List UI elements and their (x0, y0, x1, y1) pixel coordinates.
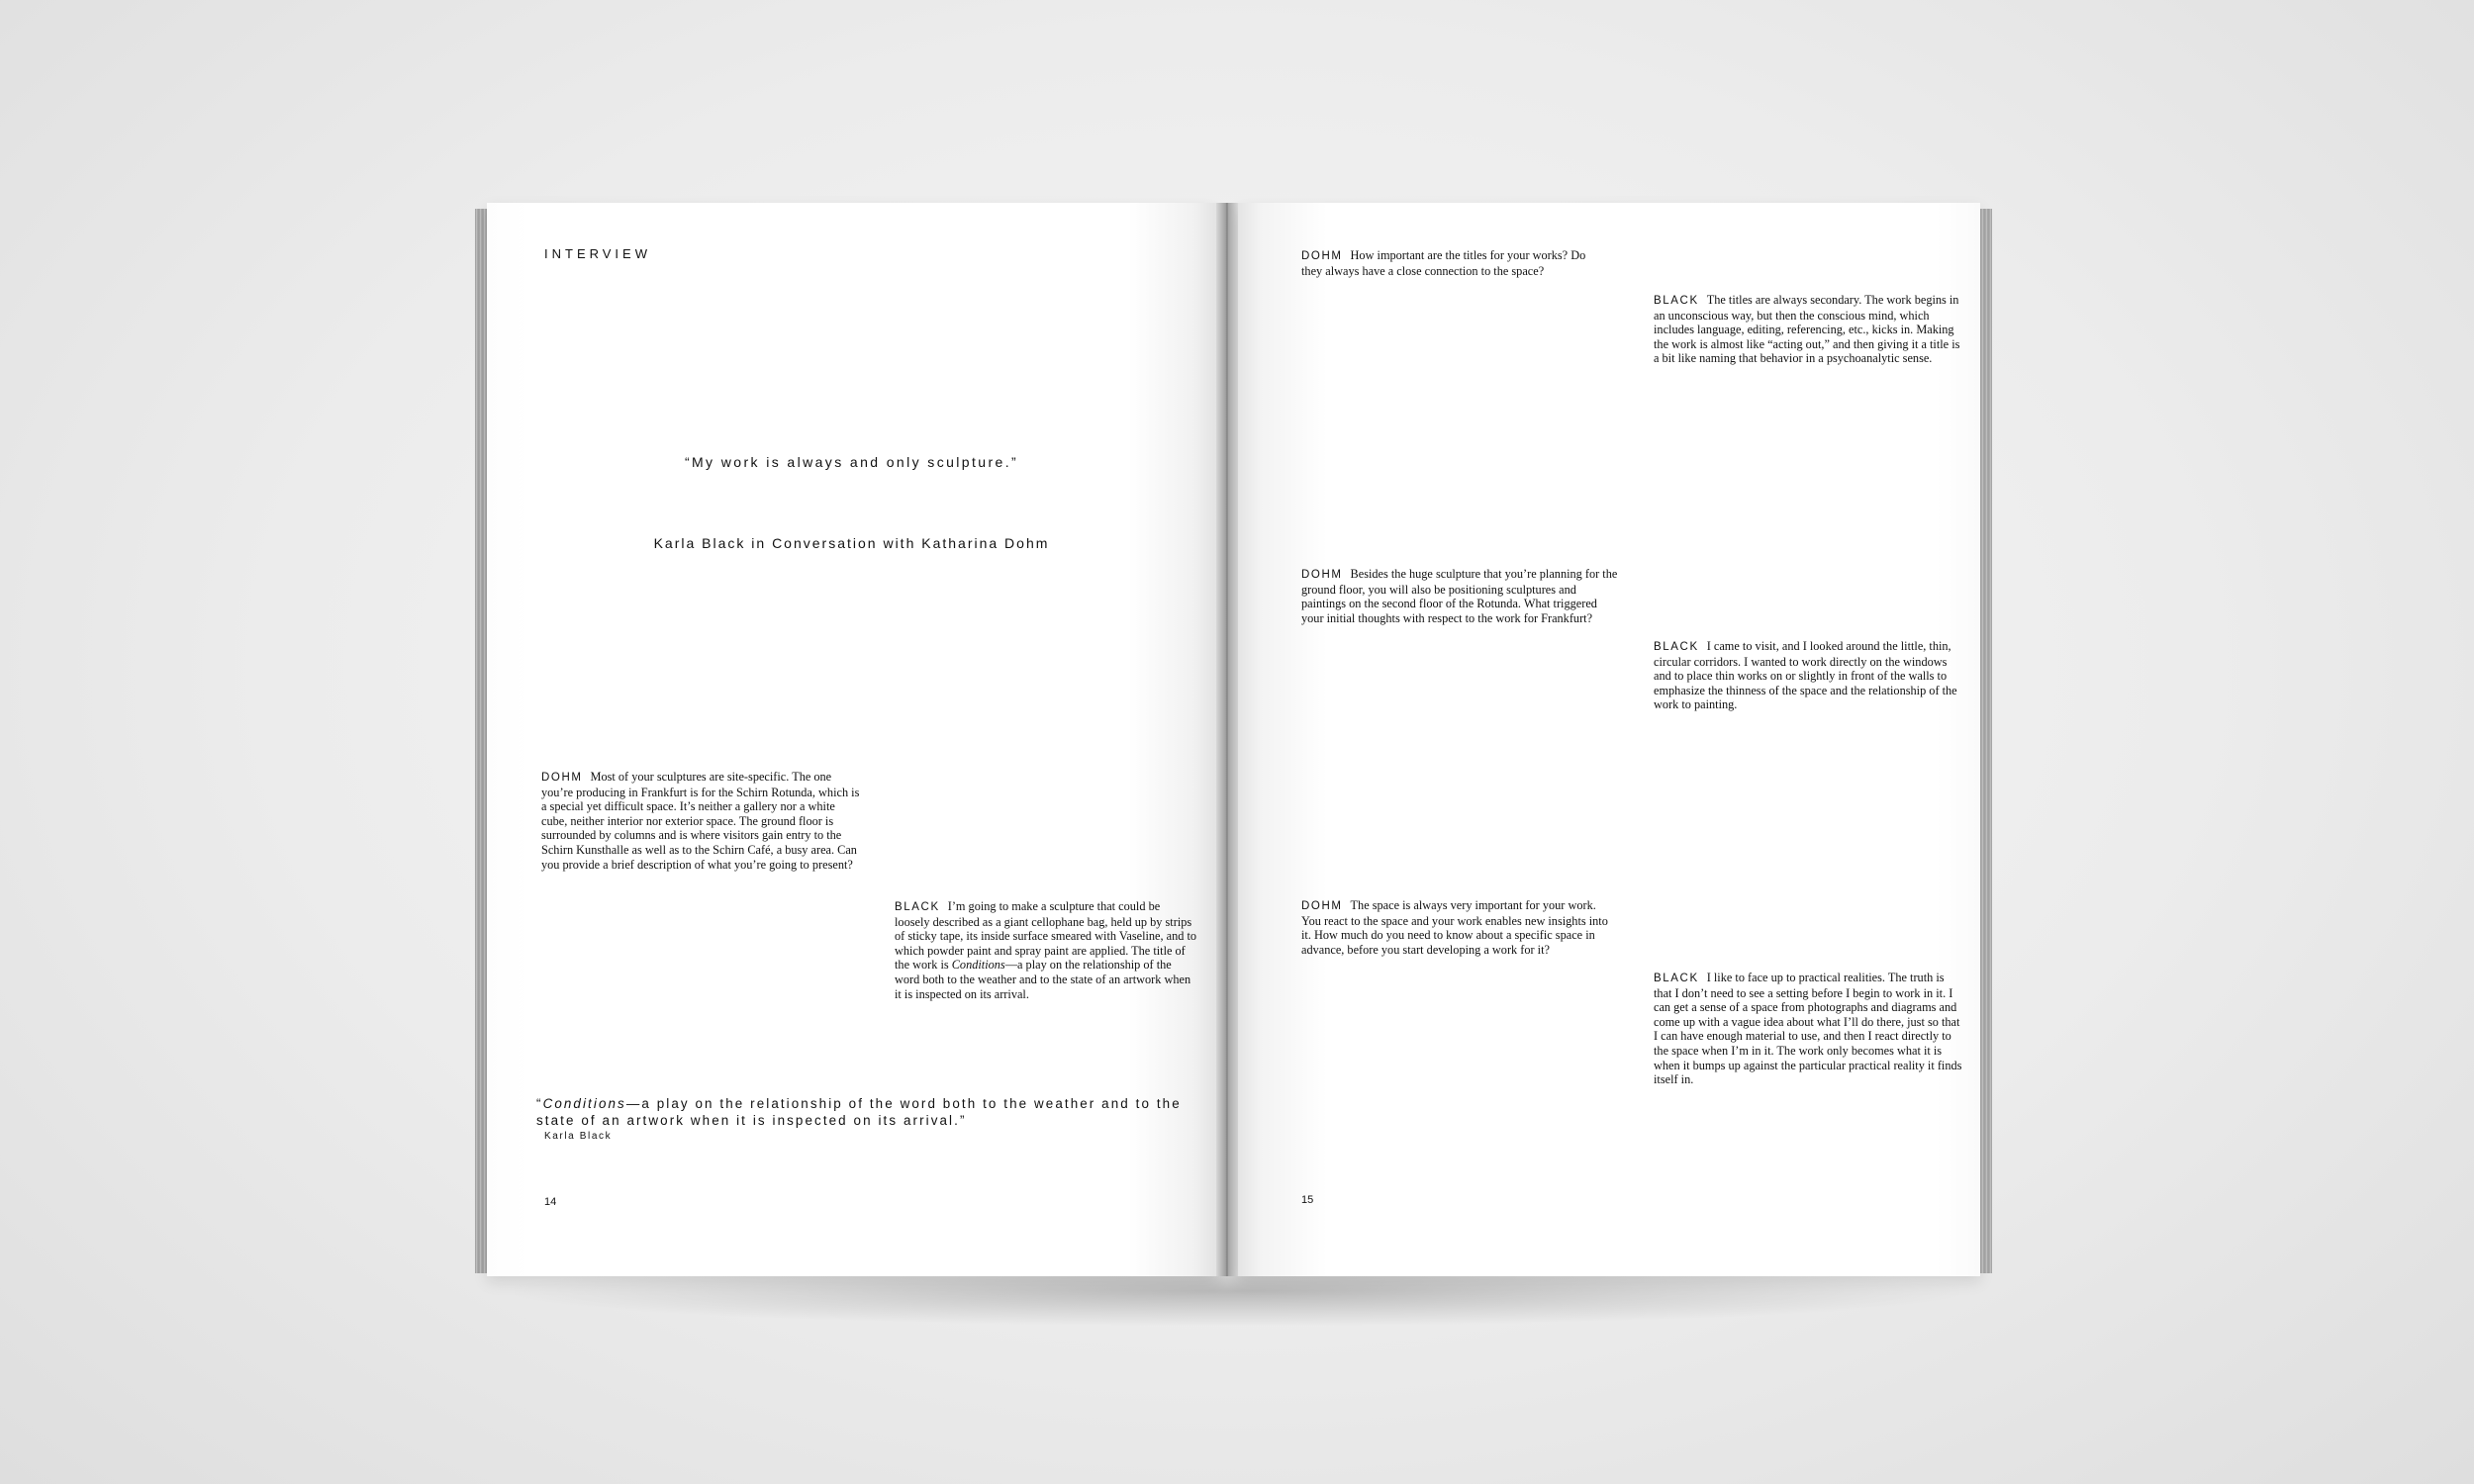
bottom-pull-quote (536, 1095, 1209, 1129)
book-gutter (1216, 203, 1238, 1276)
page-number-right: 15 (1301, 1194, 1314, 1206)
answer-text-continued: —a play on the relationship of the word both to the weather and to the state of an artwork when it is inspected on its arrival. (895, 958, 1191, 1001)
article-subtitle: Karla Black in Conversation with Katharina Dohm (653, 535, 1050, 551)
question-2 (1301, 248, 1608, 278)
speaker-label: BLACK (1654, 973, 1699, 984)
answer-text: I like to face up to practical realities. The truth is that I don’t need to see a setting before I begin to work in it. I can get a sense of a space from photographs and diagrams and come up with a vague idea about what I’ll do there, just so that I can have enough material to use, and then I react directly to the space when I’m in it. The work only becomes what it is when it bumps up against the particular practical reality it finds itself in. (1654, 971, 1962, 1087)
left-page (487, 203, 1216, 1276)
speaker-label: BLACK (1654, 641, 1699, 653)
question-1 (541, 770, 860, 872)
quote-text: —a play on the relationship of the word both to the weather and to the state of an artwork when it is inspected on its arrival.” (536, 1096, 1182, 1128)
speaker-label: BLACK (895, 901, 940, 913)
answer-text: I came to visit, and I looked around the little, thin, circular corridors. I wanted to work directly on the windows and to place thin works on or slightly in front of the walls to emphasize the thinness of the space and the relationship of the work to painting. (1654, 639, 1957, 712)
pull-quote: “My work is always and only sculpture.” (684, 454, 1019, 470)
quote-work-title: Conditions (542, 1096, 626, 1111)
answer-2 (1654, 293, 1960, 366)
work-title: Conditions (951, 958, 1005, 973)
speaker-label: DOHM (1301, 250, 1343, 262)
running-head: INTERVIEW (544, 246, 651, 261)
answer-3 (1654, 639, 1960, 712)
speaker-label: DOHM (1301, 569, 1343, 581)
question-text: How important are the titles for your works? Do they always have a close connection to the space? (1301, 248, 1586, 278)
right-page-edges (1980, 209, 1992, 1273)
question-4 (1301, 898, 1616, 957)
speaker-label: DOHM (541, 772, 583, 784)
answer-1 (895, 899, 1197, 1001)
book-spread (475, 203, 1999, 1276)
quote-attribution: Karla Black (544, 1131, 613, 1142)
question-3 (1301, 567, 1618, 625)
answer-4 (1654, 971, 1962, 1087)
speaker-label: DOHM (1301, 900, 1343, 912)
speaker-label: BLACK (1654, 295, 1699, 307)
quote-mark: “ (536, 1096, 543, 1111)
answer-text: I’m going to make a sculpture that could be loosely described as a giant cellophane bag, held up by strips of sticky tape, its inside surface smeared with Vaseline, and to which powder paint and spray paint are applied. The title of the work is (895, 899, 1197, 973)
right-page (1238, 203, 1980, 1276)
left-page-edges (475, 209, 487, 1273)
question-text: Most of your sculptures are site-specific. The one you’re producing in Frankfurt is for the Schirn Rotunda, which is a special yet difficult space. It’s neither a gallery nor a white cube, neither interior nor exterior space. The ground floor is surrounded by columns and is where visitors gain entry to the Schirn Kunsthalle as well as to the Schirn Café, a busy area. Can you provide a brief description of what you’re going to present? (541, 770, 860, 872)
question-text: The space is always very important for your work. You react to the space and your work enables new insights into it. How much do you need to know about a specific space in advance, before you start developing a work for it? (1301, 898, 1608, 957)
question-text: Besides the huge sculpture that you’re planning for the ground floor, you will also be positioning sculptures and paintings on the second floor of the Rotunda. What triggered your initial thoughts with respect to the work for Frankfurt? (1301, 567, 1618, 625)
page-number-left: 14 (544, 1196, 557, 1208)
answer-text: The titles are always secondary. The work begins in an unconscious way, but then the conscious mind, which includes language, editing, referencing, etc., kicks in. Making the work is almost like “acting out,” and then giving it a title is a bit like naming that behavior in a psychoanalytic sense. (1654, 293, 1960, 366)
